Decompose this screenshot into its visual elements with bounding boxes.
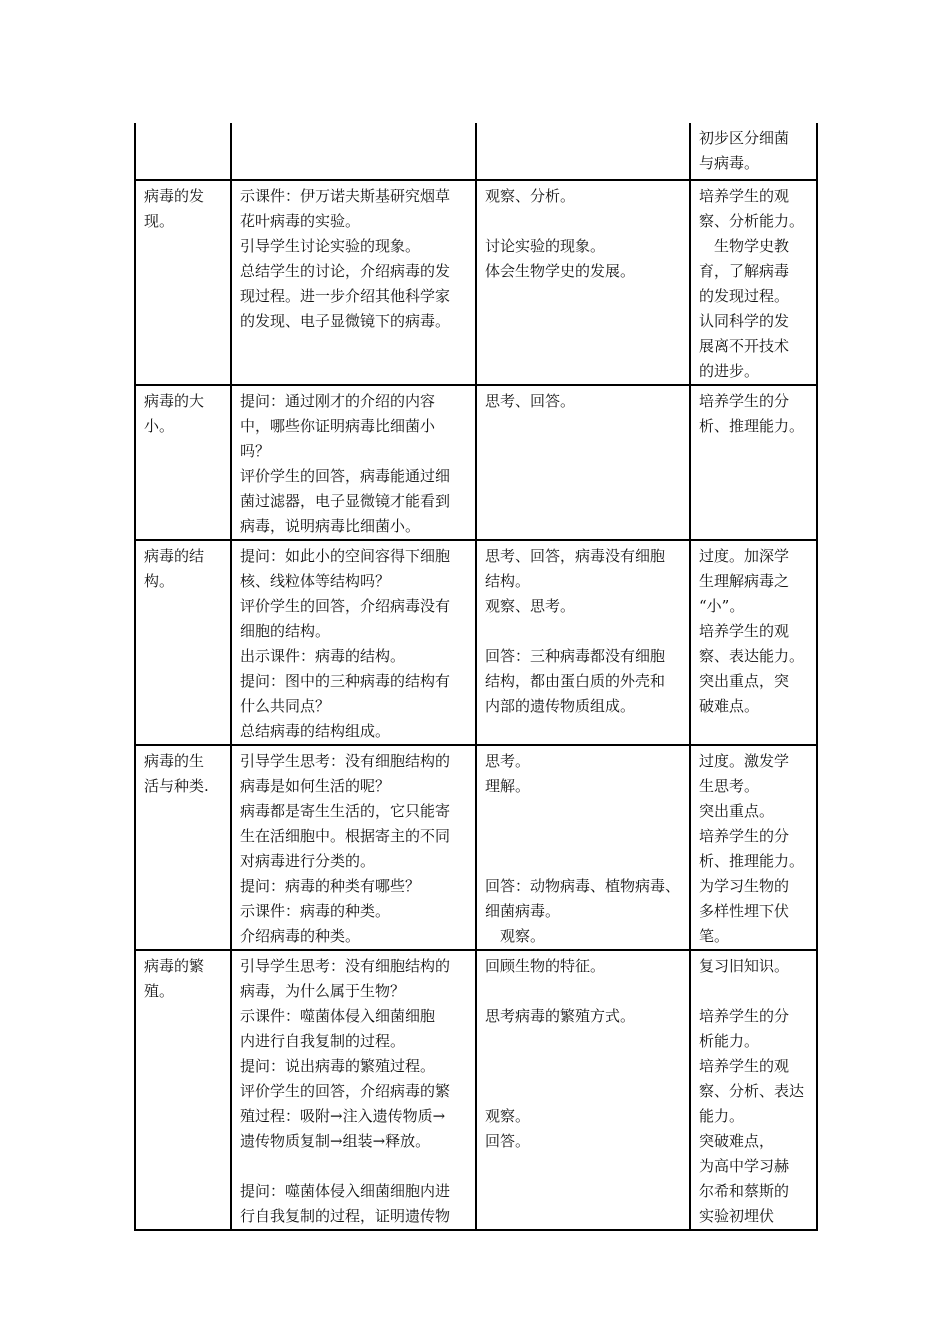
cell-line: 评价学生的回答，介绍病毒没有: [240, 597, 451, 615]
cell-line: 与病毒。: [699, 154, 760, 172]
cell-line: 析、推理能力。: [699, 417, 805, 435]
student-activity-cell: [476, 540, 690, 745]
cell-line: 观察、思考。: [485, 597, 576, 615]
cell-line: 花叶病毒的实验。: [240, 212, 361, 230]
lesson-plan-table: [134, 123, 818, 1231]
cell-line: 认同科学的发: [699, 312, 790, 330]
cell-line: 殖过程：吸附→注入遗传物质→: [240, 1107, 446, 1125]
cell-line: [485, 1079, 681, 1104]
cell-line: [240, 126, 467, 151]
student-activity-cell: [476, 123, 690, 180]
design-intent-cell: [690, 123, 817, 180]
table-row: [135, 180, 817, 385]
cell-line: 理解。: [485, 777, 531, 795]
cell-line: 病毒的繁: [144, 957, 205, 975]
teacher-activity-cell: [231, 540, 476, 745]
cell-line: 总结学生的讨论，介绍病毒的发: [240, 262, 451, 280]
cell-line: 病毒都是寄生生活的，它只能寄: [240, 802, 451, 820]
teacher-activity-cell: [231, 385, 476, 540]
cell-line: 评价学生的回答，病毒能通过细: [240, 467, 451, 485]
design-intent-cell: [690, 745, 817, 950]
cell-line: 遗传物质复制→组装→释放。: [240, 1132, 431, 1150]
cell-line: 病毒，为什么属于生物？: [240, 982, 406, 1000]
cell-line: 察、分析、表达: [699, 1082, 805, 1100]
cell-line: 观察。: [485, 1107, 531, 1125]
cell-line: 菌过滤器，电子显微镜才能看到: [240, 492, 451, 510]
student-activity-cell: [476, 745, 690, 950]
cell-line: 结构，都由蛋白质的外壳和: [485, 672, 666, 690]
cell-line: 回答：三种病毒都没有细胞: [485, 647, 666, 665]
design-intent-cell: [690, 385, 817, 540]
table-row: [135, 385, 817, 540]
cell-line: 示课件：病毒的种类。: [240, 902, 391, 920]
cell-line: [485, 979, 681, 1004]
topic-cell: [135, 180, 231, 385]
teacher-activity-cell: [231, 950, 476, 1230]
cell-line: 思考病毒的繁殖方式。: [485, 1007, 636, 1025]
cell-line: 培养学生的分: [699, 392, 790, 410]
cell-line: 核、线粒体等结构吗？: [240, 572, 391, 590]
topic-cell: [135, 123, 231, 180]
cell-line: [485, 1054, 681, 1079]
cell-line: “小”。: [699, 597, 745, 615]
cell-line: 小。: [144, 417, 175, 435]
cell-line: 介绍病毒的种类。: [240, 927, 361, 945]
cell-line: 提问：说出病毒的繁殖过程。: [240, 1057, 436, 1075]
cell-line: 病毒的结: [144, 547, 205, 565]
cell-line: 培养学生的分: [699, 827, 790, 845]
cell-line: 总结病毒的结构组成。: [240, 722, 391, 740]
cell-line: 回答：动物病毒、植物病毒、: [485, 877, 681, 895]
teacher-activity-cell: [231, 123, 476, 180]
teacher-activity-cell: [231, 180, 476, 385]
cell-line: 活与种类.: [144, 777, 209, 795]
cell-line: 生物学史教: [714, 237, 790, 255]
cell-line: [485, 1029, 681, 1054]
cell-line: 的发现过程。: [699, 287, 790, 305]
cell-line: 察、分析能力。: [699, 212, 805, 230]
cell-line: [485, 209, 681, 234]
cell-line: 现。: [144, 212, 175, 230]
cell-line: 生在活细胞中。根据寄主的不同: [240, 827, 451, 845]
cell-line: 殖。: [144, 982, 175, 1000]
cell-line: 引导学生讨论实验的现象。: [240, 237, 421, 255]
cell-line: 破难点。: [699, 697, 760, 715]
cell-line: 示课件：噬菌体侵入细菌细胞: [240, 1007, 436, 1025]
cell-line: 细胞的结构。: [240, 622, 331, 640]
cell-line: 能力。: [699, 1107, 745, 1125]
lesson-plan-body: [135, 123, 817, 1230]
cell-line: 过度。加深学: [699, 547, 790, 565]
cell-line: 培养学生的观: [699, 622, 790, 640]
cell-line: 思考、回答。: [485, 392, 576, 410]
cell-line: 为学习生物的: [699, 877, 790, 895]
topic-cell: [135, 540, 231, 745]
cell-line: 多样性埋下伏: [699, 902, 790, 920]
cell-line: 生思考。: [699, 777, 760, 795]
cell-line: 提问：噬菌体侵入细菌细胞内进: [240, 1182, 451, 1200]
cell-line: 病毒是如何生活的呢？: [240, 777, 391, 795]
table-row: [135, 123, 817, 180]
cell-line: 生理解病毒之: [699, 572, 790, 590]
topic-cell: [135, 950, 231, 1230]
cell-line: 提问：病毒的种类有哪些？: [240, 877, 421, 895]
student-activity-cell: [476, 385, 690, 540]
teacher-activity-cell: [231, 745, 476, 950]
cell-line: 病毒的大: [144, 392, 205, 410]
cell-line: 提问：图中的三种病毒的结构有: [240, 672, 451, 690]
cell-line: 回答。: [485, 1132, 531, 1150]
student-activity-cell: [476, 950, 690, 1230]
cell-line: 育，了解病毒: [699, 262, 790, 280]
design-intent-cell: [690, 540, 817, 745]
cell-line: [699, 979, 808, 1004]
design-intent-cell: [690, 180, 817, 385]
cell-line: 思考。: [485, 752, 531, 770]
cell-line: 尔希和蔡斯的: [699, 1182, 790, 1200]
cell-line: 内部的遗传物质组成。: [485, 697, 636, 715]
cell-line: [144, 126, 222, 151]
design-intent-cell: [690, 950, 817, 1230]
cell-line: 析能力。: [699, 1032, 760, 1050]
cell-line: 初步区分细菌: [699, 129, 790, 147]
cell-line: 构。: [144, 572, 175, 590]
cell-line: 提问：如此小的空间容得下细胞: [240, 547, 451, 565]
cell-line: 培养学生的观: [699, 1057, 790, 1075]
cell-line: 为高中学习赫: [699, 1157, 790, 1175]
cell-line: 实验初埋伏: [699, 1207, 775, 1225]
table-row: [135, 950, 817, 1230]
cell-line: 突破难点，: [699, 1132, 775, 1150]
table-row: [135, 540, 817, 745]
cell-line: 引导学生思考：没有细胞结构的: [240, 957, 451, 975]
cell-line: [485, 619, 681, 644]
cell-line: 析、推理能力。: [699, 852, 805, 870]
cell-line: 的进步。: [699, 362, 760, 380]
cell-line: 回顾生物的特征。: [485, 957, 606, 975]
cell-line: 什么共同点？: [240, 697, 331, 715]
cell-line: 过度。激发学: [699, 752, 790, 770]
cell-line: 察、表达能力。: [699, 647, 805, 665]
cell-line: 中，哪些你证明病毒比细菌小: [240, 417, 436, 435]
cell-line: 体会生物学史的发展。: [485, 262, 636, 280]
cell-line: 培养学生的分: [699, 1007, 790, 1025]
cell-line: 示课件：伊万诺夫斯基研究烟草: [240, 187, 451, 205]
cell-line: [485, 799, 681, 824]
cell-line: 病毒的生: [144, 752, 205, 770]
cell-line: 的发现、电子显微镜下的病毒。: [240, 312, 451, 330]
student-activity-cell: [476, 180, 690, 385]
cell-line: 病毒，说明病毒比细菌小。: [240, 517, 421, 535]
cell-line: [240, 1154, 467, 1179]
cell-line: 对病毒进行分类的。: [240, 852, 376, 870]
table-row: [135, 745, 817, 950]
cell-line: 细菌病毒。: [485, 902, 561, 920]
topic-cell: [135, 745, 231, 950]
cell-line: 出示课件：病毒的结构。: [240, 647, 406, 665]
cell-line: 笔。: [699, 927, 730, 945]
cell-line: 结构。: [485, 572, 531, 590]
cell-line: 行自我复制的过程，证明遗传物: [240, 1207, 451, 1225]
cell-line: 病毒的发: [144, 187, 205, 205]
cell-line: 现过程。进一步介绍其他科学家: [240, 287, 451, 305]
topic-cell: [135, 385, 231, 540]
cell-line: 讨论实验的现象。: [485, 237, 606, 255]
cell-line: 观察。: [500, 927, 546, 945]
cell-line: 展离不开技术: [699, 337, 790, 355]
cell-line: [485, 126, 681, 151]
cell-line: 突出重点，突: [699, 672, 790, 690]
cell-line: 提问：通过刚才的介绍的内容: [240, 392, 436, 410]
cell-line: [485, 824, 681, 849]
cell-line: 培养学生的观: [699, 187, 790, 205]
cell-line: 复习旧知识。: [699, 957, 790, 975]
cell-line: [485, 849, 681, 874]
cell-line: 内进行自我复制的过程。: [240, 1032, 406, 1050]
cell-line: 突出重点。: [699, 802, 775, 820]
cell-line: 观察、分析。: [485, 187, 576, 205]
cell-line: 评价学生的回答，介绍病毒的繁: [240, 1082, 451, 1100]
cell-line: 吗？: [240, 442, 271, 460]
cell-line: 引导学生思考：没有细胞结构的: [240, 752, 451, 770]
cell-line: 思考、回答，病毒没有细胞: [485, 547, 666, 565]
